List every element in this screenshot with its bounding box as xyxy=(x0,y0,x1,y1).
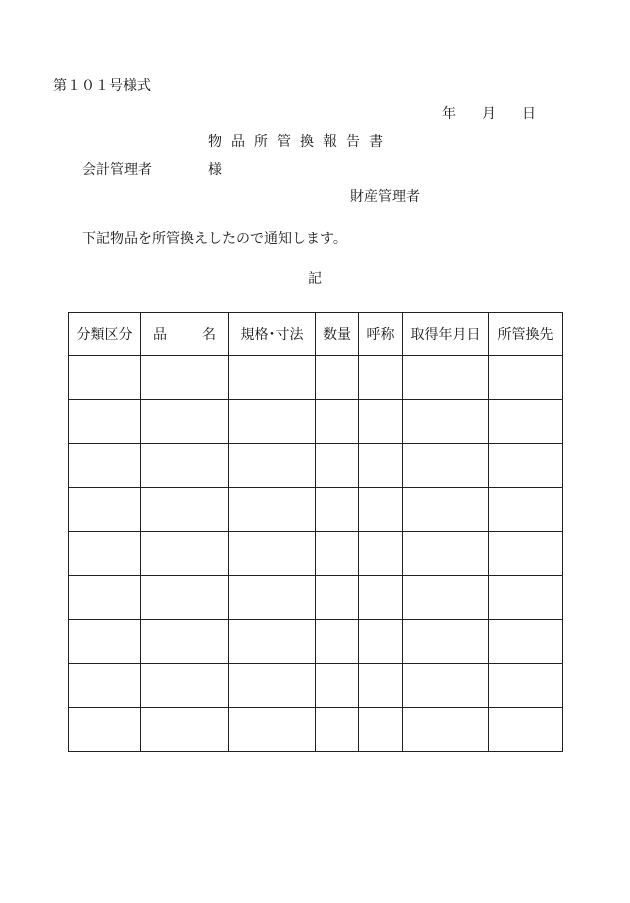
table-cell[interactable] xyxy=(316,708,359,752)
table-cell[interactable] xyxy=(141,488,229,532)
table-cell[interactable] xyxy=(359,620,403,664)
table-cell[interactable] xyxy=(359,532,403,576)
document-title: 物品所管換報告書 xyxy=(208,134,392,150)
table-cell[interactable] xyxy=(229,488,316,532)
table-row xyxy=(69,356,563,400)
header-item-name xyxy=(141,313,229,356)
header-unit: 呼称 xyxy=(359,313,403,356)
table-cell[interactable] xyxy=(359,356,403,400)
table-cell[interactable] xyxy=(69,444,141,488)
date-year-label: 年 xyxy=(442,106,456,122)
table-cell[interactable] xyxy=(141,620,229,664)
table-cell[interactable] xyxy=(489,664,563,708)
table-cell[interactable] xyxy=(403,356,489,400)
table-cell[interactable] xyxy=(229,532,316,576)
date-line xyxy=(442,107,536,121)
table-cell[interactable] xyxy=(141,400,229,444)
table-cell[interactable] xyxy=(69,620,141,664)
table-cell[interactable] xyxy=(69,532,141,576)
table-cell[interactable] xyxy=(489,400,563,444)
table-cell[interactable] xyxy=(141,356,229,400)
table-cell[interactable] xyxy=(229,620,316,664)
table-row xyxy=(69,620,563,664)
table-row xyxy=(69,708,563,752)
table-cell[interactable] xyxy=(229,576,316,620)
table-cell[interactable] xyxy=(359,576,403,620)
table-cell[interactable] xyxy=(489,576,563,620)
table-cell[interactable] xyxy=(141,444,229,488)
table-cell[interactable] xyxy=(403,444,489,488)
table-cell[interactable] xyxy=(316,620,359,664)
header-transfer-to: 所管換先 xyxy=(489,313,563,356)
table-cell[interactable] xyxy=(69,708,141,752)
header-category: 分類区分 xyxy=(69,313,141,356)
table-cell[interactable] xyxy=(141,708,229,752)
table-body xyxy=(69,356,563,752)
table-cell[interactable] xyxy=(403,400,489,444)
date-day-label: 日 xyxy=(522,106,536,122)
table-cell[interactable] xyxy=(69,664,141,708)
date-month-label: 月 xyxy=(482,106,496,122)
table-cell[interactable] xyxy=(359,400,403,444)
table-cell[interactable] xyxy=(316,576,359,620)
table-cell[interactable] xyxy=(141,576,229,620)
header-acquisition-date: 取得年月日 xyxy=(403,313,489,356)
addressee-honorific: 様 xyxy=(208,162,222,178)
table-cell[interactable] xyxy=(403,664,489,708)
table-cell[interactable] xyxy=(489,356,563,400)
table-cell[interactable] xyxy=(229,400,316,444)
table-cell[interactable] xyxy=(403,532,489,576)
ki-heading: 記 xyxy=(308,271,322,287)
table-header-row xyxy=(69,313,563,356)
table-cell[interactable] xyxy=(229,664,316,708)
table-cell[interactable] xyxy=(316,488,359,532)
table-cell[interactable] xyxy=(489,620,563,664)
form-number: 第１０１号様式 xyxy=(53,78,151,94)
header-item-name-part-2: 名 xyxy=(202,327,216,343)
table-cell[interactable] xyxy=(229,356,316,400)
items-table xyxy=(68,312,563,752)
header-quantity: 数量 xyxy=(316,313,359,356)
table-cell[interactable] xyxy=(403,576,489,620)
table-row xyxy=(69,444,563,488)
table-row xyxy=(69,664,563,708)
table-cell[interactable] xyxy=(359,444,403,488)
table-cell[interactable] xyxy=(489,532,563,576)
table-cell[interactable] xyxy=(359,664,403,708)
table-cell[interactable] xyxy=(229,444,316,488)
table-row xyxy=(69,488,563,532)
table-cell[interactable] xyxy=(489,488,563,532)
table-cell[interactable] xyxy=(489,708,563,752)
header-spec: 規格･寸法 xyxy=(229,313,316,356)
table-cell[interactable] xyxy=(316,444,359,488)
notice-text: 下記物品を所管換えしたので通知します。 xyxy=(82,231,347,247)
table-cell[interactable] xyxy=(403,620,489,664)
addressee-name: 会計管理者 xyxy=(82,162,152,178)
table-cell[interactable] xyxy=(69,356,141,400)
table-cell[interactable] xyxy=(69,400,141,444)
table-cell[interactable] xyxy=(316,400,359,444)
table-cell[interactable] xyxy=(489,444,563,488)
table-cell[interactable] xyxy=(316,532,359,576)
table-cell[interactable] xyxy=(316,664,359,708)
addressee-line xyxy=(82,163,222,177)
table-row xyxy=(69,400,563,444)
table-cell[interactable] xyxy=(359,708,403,752)
table-cell[interactable] xyxy=(403,488,489,532)
table-cell[interactable] xyxy=(69,488,141,532)
header-item-name-part-1: 品 xyxy=(153,327,167,343)
sender-title: 財産管理者 xyxy=(350,189,420,205)
table-row xyxy=(69,532,563,576)
table-row xyxy=(69,576,563,620)
table-cell[interactable] xyxy=(229,708,316,752)
table-cell[interactable] xyxy=(141,664,229,708)
table-cell[interactable] xyxy=(359,488,403,532)
table-cell[interactable] xyxy=(141,532,229,576)
table-cell[interactable] xyxy=(69,576,141,620)
table-cell[interactable] xyxy=(403,708,489,752)
table-cell[interactable] xyxy=(316,356,359,400)
